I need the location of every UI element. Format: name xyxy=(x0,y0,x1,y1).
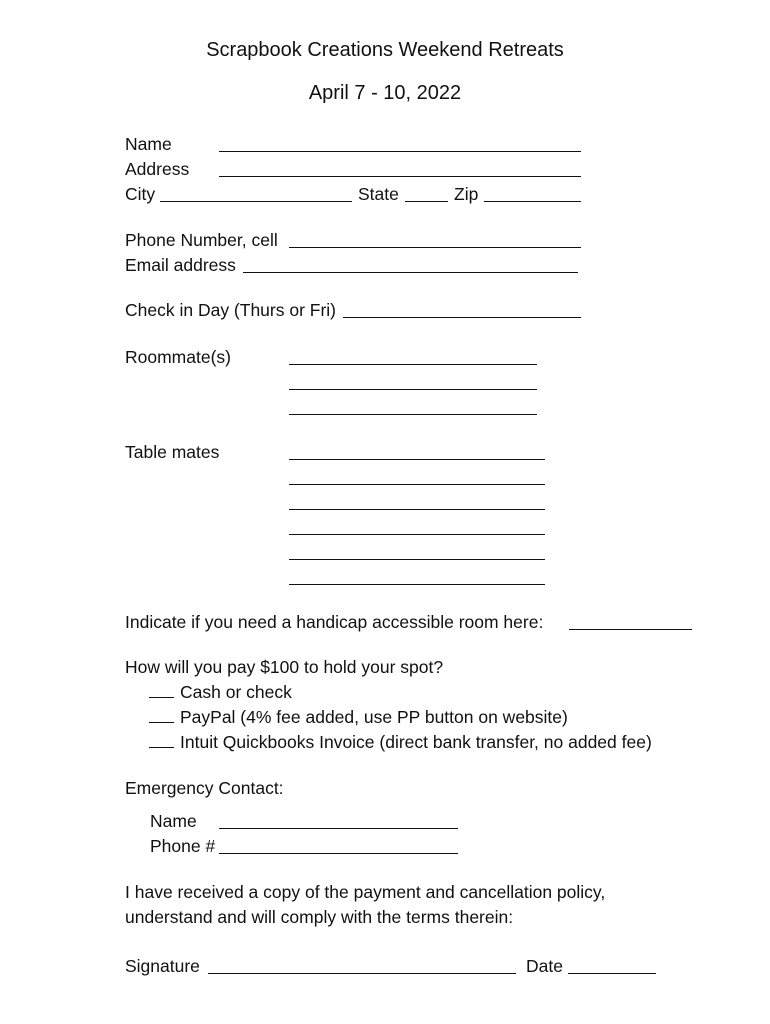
payment-option-label: Cash or check xyxy=(180,682,292,702)
email-label: Email address xyxy=(125,255,236,275)
handicap-label: Indicate if you need a handicap accessible room here: xyxy=(125,612,544,632)
tablemate-field[interactable] xyxy=(289,484,545,485)
name-field[interactable] xyxy=(219,151,581,152)
signature-field[interactable] xyxy=(208,973,516,974)
payment-option-label: PayPal (4% fee added, use PP button on website) xyxy=(180,707,568,727)
payment-blank[interactable] xyxy=(149,706,174,723)
policy-text-line2: understand and will comply with the terms therein: xyxy=(125,907,514,927)
form-title: Scrapbook Creations Weekend Retreats xyxy=(206,39,564,61)
payment-option-paypal[interactable] xyxy=(149,706,568,728)
city-field[interactable] xyxy=(160,201,352,202)
roommate-field[interactable] xyxy=(289,389,537,390)
payment-blank[interactable] xyxy=(149,681,174,698)
tablemate-field[interactable] xyxy=(289,459,545,460)
name-label: Name xyxy=(125,134,172,154)
tablemate-field[interactable] xyxy=(289,584,545,585)
roommate-field[interactable] xyxy=(289,364,537,365)
date-label: Date xyxy=(526,956,563,976)
emergency-heading: Emergency Contact: xyxy=(125,778,284,798)
handicap-field[interactable] xyxy=(569,629,692,630)
tablemates-label: Table mates xyxy=(125,442,220,462)
state-label: State xyxy=(358,184,399,204)
zip-label: Zip xyxy=(454,184,479,204)
signature-label: Signature xyxy=(125,956,200,976)
address-label: Address xyxy=(125,159,190,179)
emergency-phone-label: Phone # xyxy=(150,836,216,856)
phone-label: Phone Number, cell xyxy=(125,230,278,250)
payment-blank[interactable] xyxy=(149,731,174,748)
phone-field[interactable] xyxy=(289,247,581,248)
event-dates: April 7 - 10, 2022 xyxy=(308,82,462,104)
tablemate-field[interactable] xyxy=(289,559,545,560)
emergency-name-label: Name xyxy=(150,811,197,831)
date-field[interactable] xyxy=(568,973,656,974)
checkin-field[interactable] xyxy=(343,317,581,318)
checkin-label: Check in Day (Thurs or Fri) xyxy=(125,300,337,320)
zip-field[interactable] xyxy=(484,201,581,202)
policy-text-line1: I have received a copy of the payment and cancellation policy, xyxy=(125,882,606,902)
payment-option-quickbooks[interactable] xyxy=(149,731,652,753)
payment-option-label: Intuit Quickbooks Invoice (direct bank transfer, no added fee) xyxy=(180,732,652,752)
payment-option-cash[interactable] xyxy=(149,681,292,703)
tablemate-field[interactable] xyxy=(289,509,545,510)
roommates-label: Roommate(s) xyxy=(125,347,231,367)
emergency-name-field[interactable] xyxy=(219,828,458,829)
payment-question: How will you pay $100 to hold your spot? xyxy=(125,657,444,677)
address-field[interactable] xyxy=(219,176,581,177)
emergency-phone-field[interactable] xyxy=(219,853,458,854)
city-label: City xyxy=(125,184,156,204)
email-field[interactable] xyxy=(243,272,578,273)
roommate-field[interactable] xyxy=(289,414,537,415)
tablemate-field[interactable] xyxy=(289,534,545,535)
state-field[interactable] xyxy=(405,201,448,202)
